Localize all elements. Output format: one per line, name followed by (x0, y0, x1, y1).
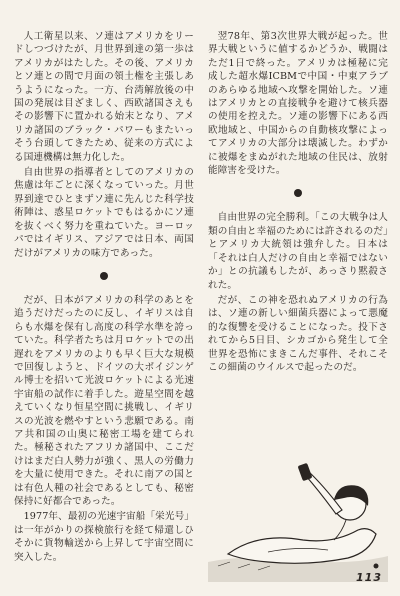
left-paragraph-4: 1977年、最初の光速宇宙船「栄光号」は一年がかりの探検旅行を経て帰還しひそかに貨物輸送から上昇して宇宙空間に突入した。 (14, 511, 194, 563)
left-column (14, 30, 194, 590)
right-paragraph-1: 翌78年、第3次世界大戦が起った。世界大戦というに値するかどうか、戦闘はただ1日で終った。アメリカは極秘に完成した超水爆ICBMで中国・中東アラブのあらゆる地域へ攻撃を開始した。ソ連はアメリカとの直接戦争を避けて核兵器の使用を控えた。ソ連の影響下にある西欧地域と、中国からの自動核攻撃によってアメリカの大部分は壊滅した。わずかに被爆をまぬがれた地域の住民は、放射能障害を受けた。 (208, 31, 388, 177)
section-divider-bullet (294, 189, 302, 197)
left-paragraph-2: 自由世界の指導者としてのアメリカの焦慮は年ごとに深くなっていった。月世界到達でひとまずソ連に先んじた科学技術陣は、惑星ロケットでもはるかにソ連を抜くべく努力を重ねていた。ヨーロッパではイギリス、アジアでは日本、両国だけがアメリカの味方であった。 (14, 167, 194, 259)
left-paragraph-1: 人工衛星以来、ソ連はアメリカをリードしつづけたが、月世界到達の第一歩はアメリカがはたした。その後、アメリカとソ連との間で月面の領土権を主張しあうようになった。一方、台湾解放後の中国の発展は目ざましく、西欧諸国さえもその影響下に置かれる始末となり、アメリカ諸国のブラック・パワーもまたいっそう台頭してきたため、従来の方式による国連機構は無力化した。 (14, 31, 194, 163)
right-paragraph-3: だが、この神を恐れぬアメリカの行為は、ソ連の新しい細菌兵器によって悪魔的な復讐を受けることになった。投下されてから5日目、シカゴから発生して全世界を恐怖にまきこんだ事件、それこそこの細菌のウイルスで起ったのだ。 (208, 294, 388, 373)
section-divider-bullet (100, 272, 108, 280)
left-paragraph-3: だが、日本がアメリカの科学のあとを追うだけだったのに反し、イギリスは自らも水爆を保有し高度の科学水準を誇っていた。科学者たちは月ロケットでの出遅れをアメリカのよりも早く巨大な規模で回復しようと、ドイツの大ボイジンゲル博士を招いて光波ロケットによる光速宇宙船の試作に着手した。遊星空間を越えていくなり恒星空間に挑戦し、イギリスの光波を燃やすという悲願である。南ア共和国の山奥に秘密工場を建てられた。極秘されたアフリカ諸国中、ここだけはまだ白人勢力が強く、黒人の労働力を大量に使用できた。それに南アの国とは有色人種の社会であるとしても、秘密保持に好都合であった。 (14, 294, 194, 507)
right-column (208, 30, 388, 450)
manga-illustration (208, 462, 388, 582)
page-number: 113 (356, 571, 382, 584)
right-paragraph-2: 自由世界の完全勝利。「この大戦争は人類の自由と幸福のためには許されるのだ」とアメリカ大統領は強弁した。日本は「それは白人だけの自由と幸福ではないか」との抗議もしたが、あっさり黙殺された。 (208, 212, 388, 291)
